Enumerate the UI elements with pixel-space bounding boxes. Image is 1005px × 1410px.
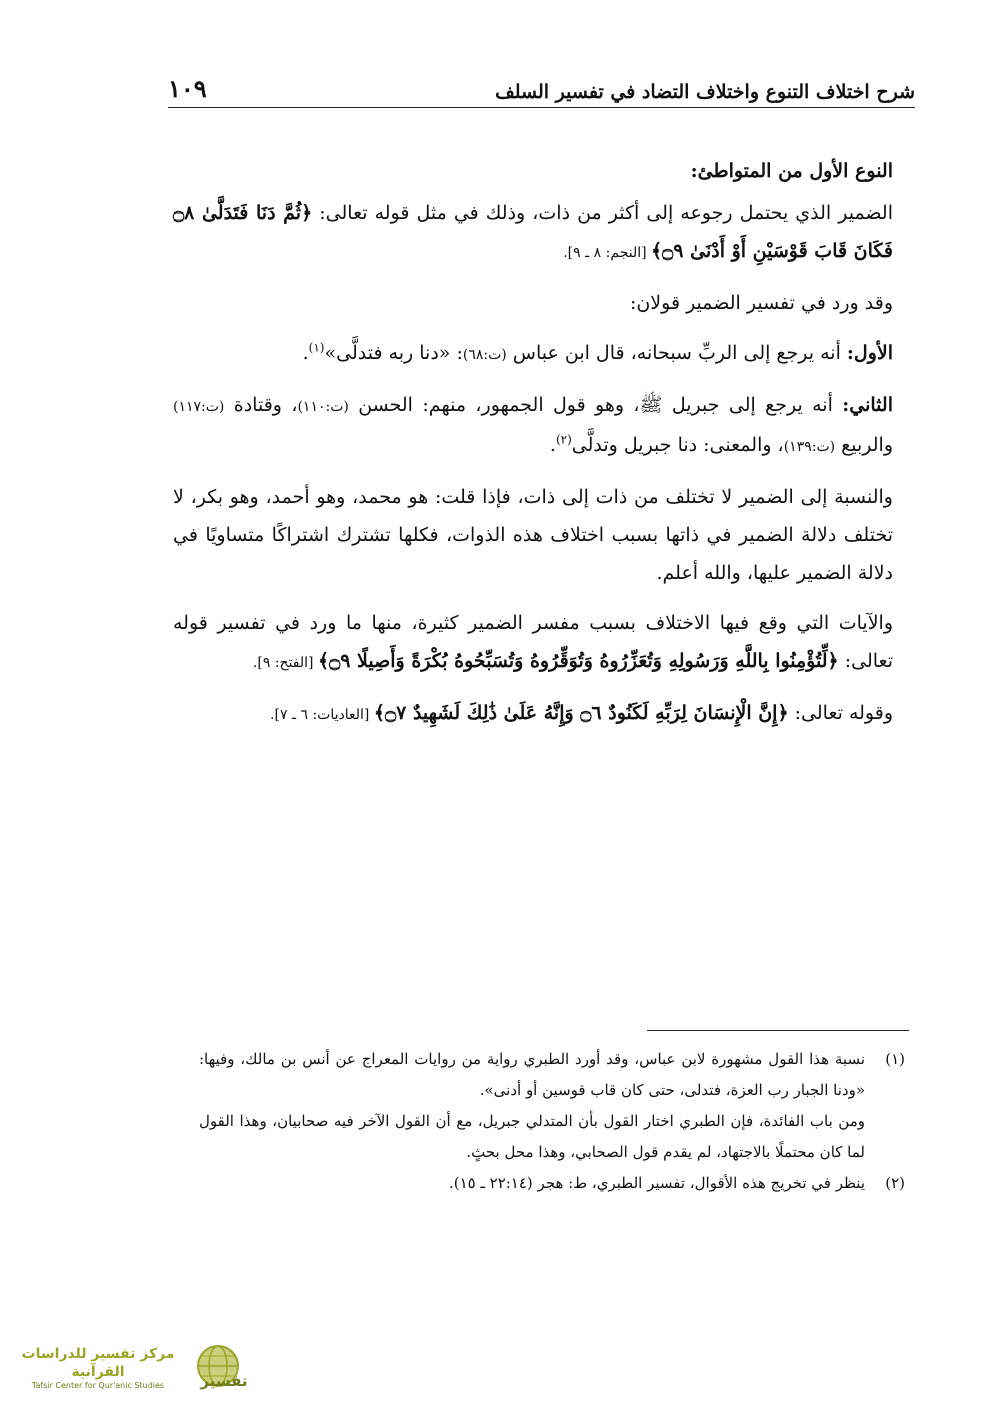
first-opinion-quote: : «دنا ربه فتدلَّى» — [324, 342, 463, 364]
p6-text: والآيات التي وقع فيها الاختلاف بسبب مفسر الضمير كثيرة، منها ما ورد في تفسير قوله تعالى: — [173, 612, 893, 672]
page-number: ١٠٩ — [168, 74, 207, 103]
logo-text-block — [8, 1345, 188, 1390]
footnote-separator — [647, 1030, 909, 1031]
running-title: شرح اختلاف التنوع واختلاف التضاد في تفسير السلف — [495, 81, 915, 103]
footnotes — [99, 1044, 905, 1199]
paragraph-6 — [173, 604, 893, 682]
paragraph-5: والنسبة إلى الضمير لا تختلف من ذات إلى ذات، فإذا قلت: هو محمد، وهو أحمد، وهو بكر، لا تختلف دلالة الضمير في ذاتها بسبب اختلاف هذه الذوات، فكلها تشترك اشتراكًا متساويًا في دلالة الضمير عليها، والله أعلم. — [173, 486, 893, 584]
paragraph-first-opinion — [173, 334, 893, 374]
logo-name: مركز تفسير للدراسات القرآنية — [21, 1345, 175, 1380]
footnote-ref-1[interactable]: (١) — [308, 340, 325, 355]
page-header — [168, 68, 915, 108]
footnote-2 — [99, 1168, 905, 1199]
death-date-rabi: (ت:١٣٩) — [783, 439, 836, 455]
quran-verse-adiyat: ﴿إِنَّ الْإِنسَانَ لِرَبِّهِ لَكَنُودٌ ۝٦ وَإِنَّهُ عَلَىٰ ذَٰلِكَ لَشَهِيدٌ ۝٧﴾ — [373, 702, 789, 724]
quran-verse-fath: ﴿لِّتُؤْمِنُوا بِاللَّهِ وَرَسُولِهِ وَتُعَزِّرُوهُ وَتُوَقِّرُوهُ وَتُسَبِّحُوهُ بُكْرَةً وَأَصِيلًا ۝٩﴾ — [317, 650, 839, 672]
paragraph-7 — [173, 694, 893, 734]
first-opinion-text: أنه يرجع إلى الربِّ سبحانه، قال ابن عباس — [506, 342, 847, 364]
second-opinion-label: الثاني: — [842, 394, 893, 416]
footnote-1 — [99, 1044, 905, 1106]
paragraph-2: وقد ورد في تفسير الضمير قولان: — [629, 292, 893, 314]
footnote-1-number: (١) — [885, 1050, 905, 1068]
footnote-ref-2[interactable]: (٢) — [555, 432, 572, 447]
globe-emblem-icon — [188, 1342, 260, 1392]
death-date-qatada: (ت:١١٧) — [173, 399, 225, 415]
footnote-1-continuation — [99, 1106, 865, 1168]
logo-subtitle: Tafsir Center for Qur'anic Studies — [31, 1380, 165, 1390]
second-opinion-text-4: ، والمعنى: دنا جبريل وتدلَّى — [571, 434, 784, 456]
logo-emblem-text: تفسير — [200, 1372, 248, 1390]
quran-verse-najm: ﴿ثُمَّ دَنَا فَتَدَلَّىٰ ۝٨ فَكَانَ قَابَ قَوْسَيْنِ أَوْ أَدْنَىٰ ۝٩﴾ — [173, 202, 893, 262]
verse-reference-najm: [النجم: ٨ ـ ٩]. — [563, 245, 652, 261]
footnote-1-continuation-text: ومن باب الفائدة، فإن الطبري اختار القول بأن المتدلي جبريل، مع أن القول الآخر فيه صحابيان، وهذا القول لما كان محتملًا بالاجتهاد، لم يقدم قول الصحابي، وهذا محل بحثٍ. — [199, 1112, 865, 1161]
second-opinion-text-2: ، وقتادة — [224, 394, 298, 416]
tafsir-center-logo — [8, 1342, 270, 1392]
second-opinion-text-3: والربيع — [835, 434, 893, 456]
paragraph-1 — [173, 194, 893, 272]
footnote-2-number: (٢) — [885, 1174, 905, 1192]
death-date-ibn-abbas: (ت:٦٨) — [462, 347, 507, 363]
sentence-end: . — [549, 434, 556, 456]
verse-reference-fath: [الفتح: ٩]. — [252, 655, 318, 671]
p7-text: وقوله تعالى: — [788, 702, 893, 724]
sentence-end: . — [302, 342, 309, 364]
death-date-hasan: (ت:١١٠) — [297, 399, 349, 415]
verse-reference-adiyat: [العاديات: ٦ ـ ٧]. — [270, 707, 374, 723]
footnote-2-text: ينظر في تخريج هذه الأقوال، تفسير الطبري، ط: هجر (٢٢:١٤ ـ ١٥). — [448, 1174, 865, 1192]
main-text — [173, 152, 893, 746]
first-opinion-label: الأول: — [846, 342, 893, 364]
second-opinion-text-1: أنه يرجع إلى جبريل ﷺ، وهو قول الجمهور، منهم: الحسن — [348, 394, 843, 416]
section-heading: النوع الأول من المتواطئ: — [690, 160, 893, 182]
p1-text: الضمير الذي يحتمل رجوعه إلى أكثر من ذات، وذلك في مثل قوله تعالى: — [312, 202, 893, 224]
paragraph-second-opinion — [173, 386, 893, 466]
footnote-1-text: نسبة هذا القول مشهورة لابن عباس، وقد أورد الطبري رواية من روايات المعراج عن أنس بن مالك، وفيها: «ودنا الجبار رب العزة، فتدلى، حتى كان قاب قوسين أو أدنى». — [199, 1050, 865, 1099]
